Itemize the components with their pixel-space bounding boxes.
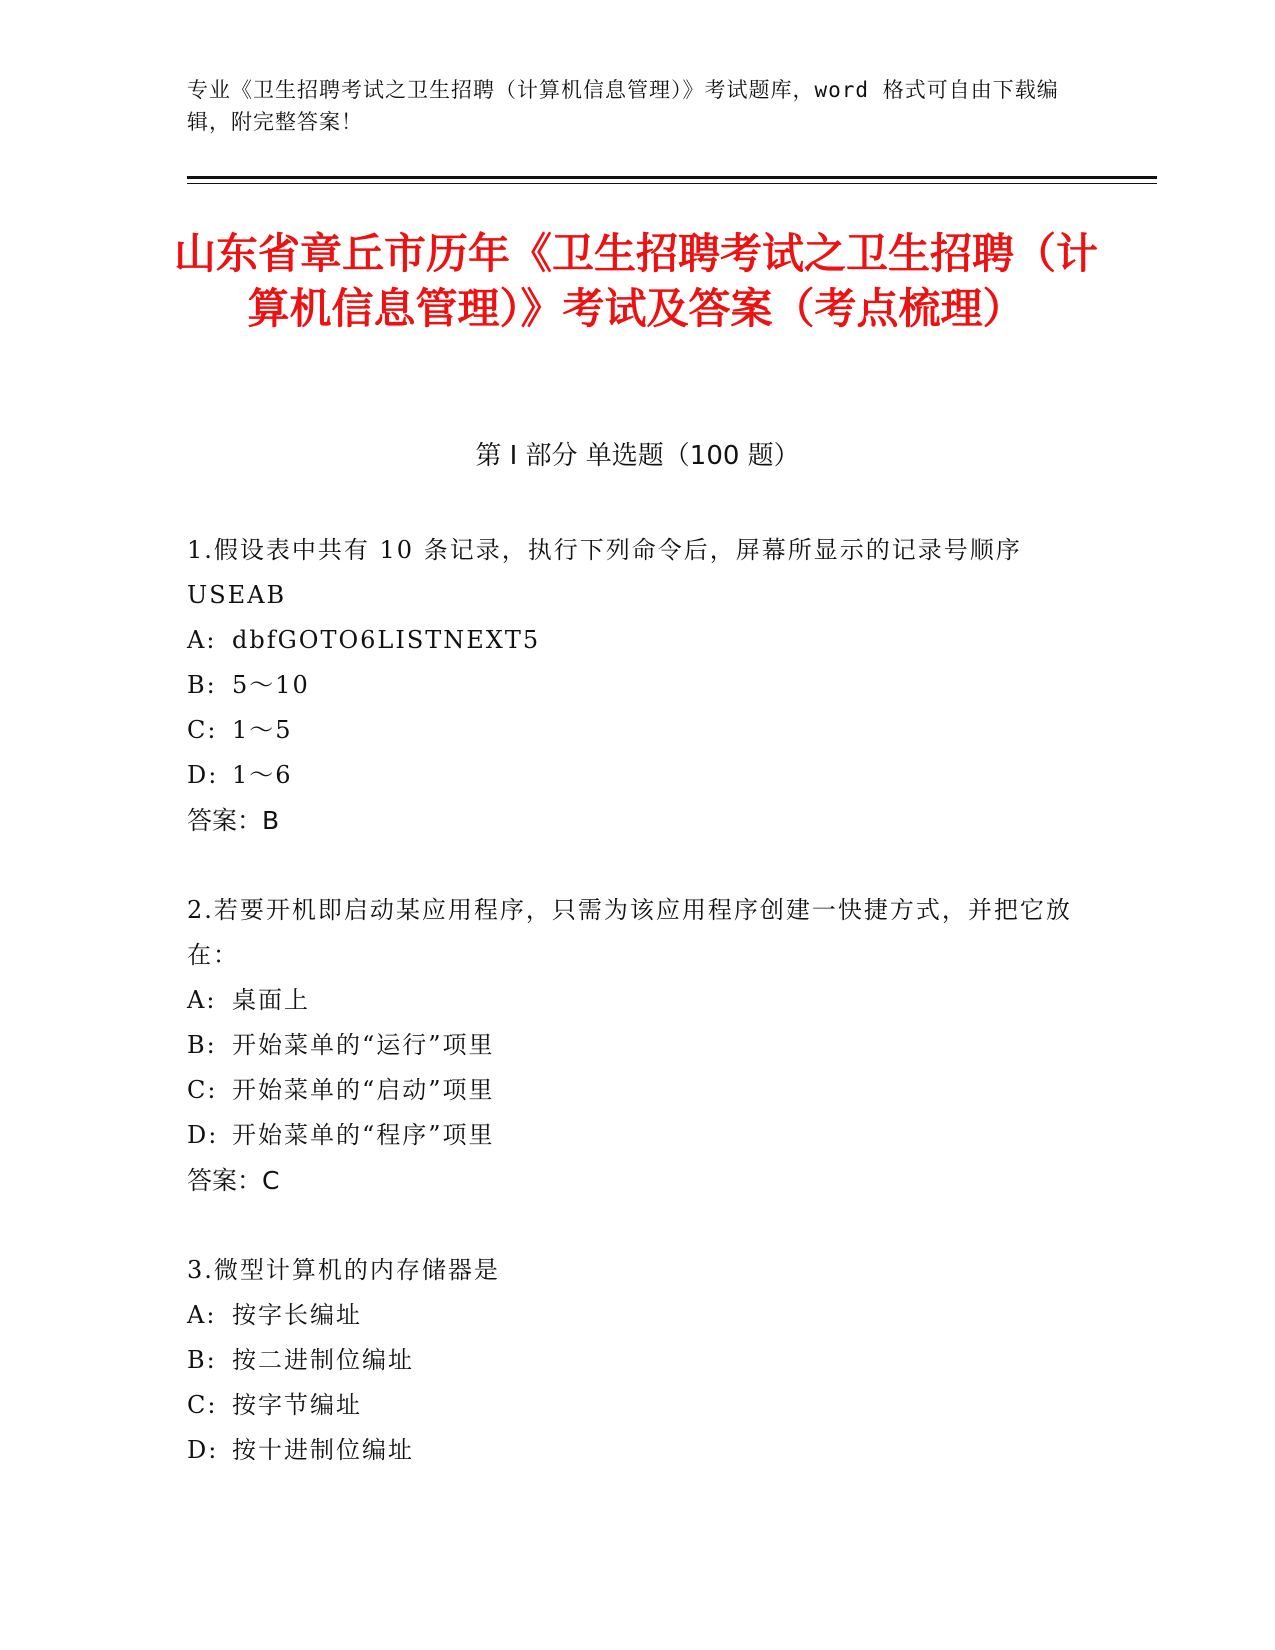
option-key: D: (187, 1121, 219, 1149)
option-key: A: (187, 626, 217, 654)
option-key: B: (187, 671, 217, 699)
header-note: 专业《卫生招聘考试之卫生招聘（计算机信息管理）》考试题库，word 格式可自由下载编辑，附完整答案！ (187, 78, 1059, 134)
option-a (187, 618, 1087, 663)
option-text: 按二进制位编址 (232, 1346, 414, 1374)
option-text: dbfGOTO6LISTNEXT5 (232, 626, 541, 654)
question-3 (187, 1248, 1087, 1473)
option-text: 按字节编址 (232, 1391, 362, 1419)
option-text: 按十进制位编址 (232, 1436, 414, 1464)
option-key: D: (187, 761, 219, 789)
option-key: A: (187, 986, 217, 1014)
option-text: 开始菜单的“程序”项里 (232, 1121, 495, 1149)
header-divider-thick (187, 176, 1157, 179)
option-text: 桌面上 (232, 986, 310, 1014)
answer-line (187, 798, 1087, 843)
option-key: C: (187, 1076, 218, 1104)
option-key: B: (187, 1346, 217, 1374)
question-2 (187, 888, 1087, 1203)
answer-value: B (262, 806, 280, 835)
question-stem: 2.若要开机即启动某应用程序，只需为该应用程序创建一快捷方式，并把它放在： (187, 896, 1072, 969)
section-heading: 第 I 部分 单选题（100 题） (475, 441, 800, 471)
option-text: 1～6 (232, 761, 293, 789)
option-d (187, 1428, 1087, 1473)
option-a (187, 1293, 1087, 1338)
document-title: 山东省章丘市历年《卫生招聘考试之卫生招聘（计算机信息管理）》考试及答案（考点梳理） (173, 229, 1098, 333)
option-c (187, 1068, 1087, 1113)
option-text: 按字长编址 (232, 1301, 362, 1329)
question-list (187, 528, 1087, 1518)
option-key: C: (187, 716, 218, 744)
option-key: B: (187, 1031, 217, 1059)
option-key: D: (187, 1436, 219, 1464)
option-d (187, 753, 1087, 798)
option-text: 开始菜单的“运行”项里 (232, 1031, 495, 1059)
answer-label: 答案： (187, 806, 263, 835)
answer-value: C (262, 1166, 280, 1195)
answer-line (187, 1158, 1087, 1203)
option-a (187, 978, 1087, 1023)
option-text: 5～10 (232, 671, 310, 699)
option-b (187, 1023, 1087, 1068)
option-b (187, 1338, 1087, 1383)
option-c (187, 708, 1087, 753)
option-d (187, 1113, 1087, 1158)
option-text: 1～5 (232, 716, 293, 744)
question-stem: 1.假设表中共有 10 条记录，执行下列命令后，屏幕所显示的记录号顺序 USEAB (187, 536, 1022, 609)
option-text: 开始菜单的“启动”项里 (232, 1076, 495, 1104)
option-key: A: (187, 1301, 217, 1329)
header-divider-thin (187, 183, 1157, 184)
question-stem: 3.微型计算机的内存储器是 (187, 1256, 500, 1284)
answer-label: 答案： (187, 1166, 263, 1195)
option-c (187, 1383, 1087, 1428)
option-key: C: (187, 1391, 218, 1419)
option-b (187, 663, 1087, 708)
question-1 (187, 528, 1087, 843)
